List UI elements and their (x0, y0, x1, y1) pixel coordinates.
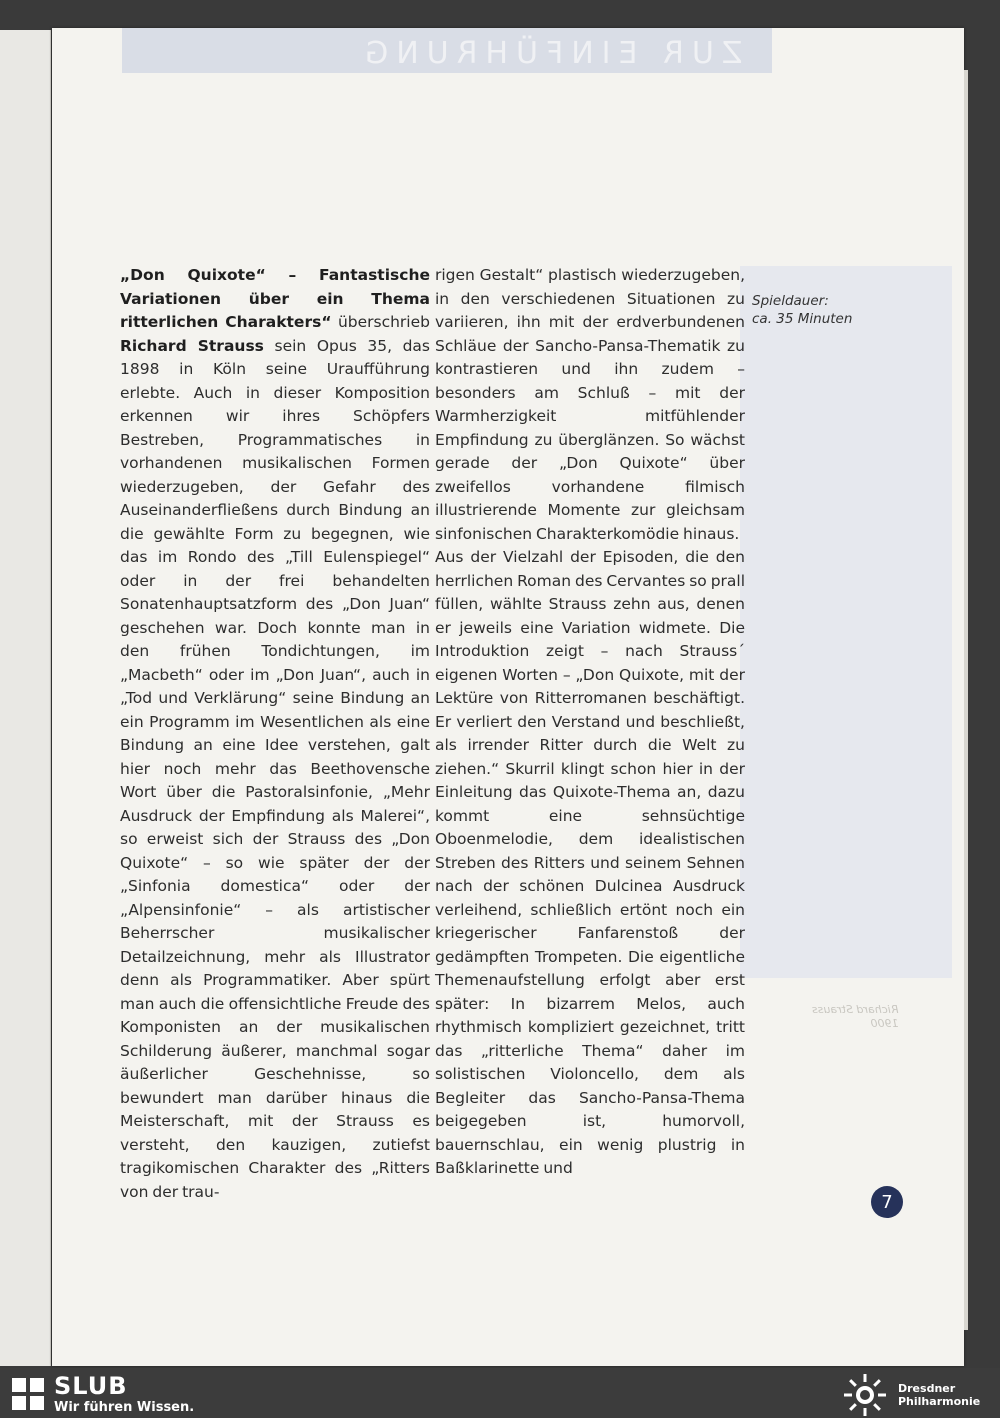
caption-line-1: Richard Strauss (812, 1003, 899, 1016)
paragraph-episodes: Aus der Vielzahl der Episoden, die den herrlichen Roman des Cervantes so prall füllen, wählte Strauss zehn aus, denen er jeweils eine Variation widmete. Die Introduktion zeigt – nach Strauss´ eigenen Worten – „Don Quixote, mit der Lektüre von Ritterromanen beschäftigt. Er verliert den Verstand und beschließt, als irrender Ritter durch die Welt zu ziehen.“ Skurril klingt schon hier in der Einleitung das Quixote-Thema an, dazu kommt eine sehnsüchtige Oboenmelodie, dem idealistischen Streben des Ritters und seinem Sehnen nach der schönen Dulcinea Ausdruck verleihend, schließlich ertönt noch ein kriegerischer Fanfarenstoß der gedämpften Trompeten. Die eigentliche Themenaufstellung erfolgt aber erst später: In bizarrem Melos, auch rhythmisch kompliziert gezeichnet, tritt das „ritterliche Thema“ daher im solistischen Violoncello, dem als Begleiter das Sancho-Pansa-Thema beigegeben ist, humorvoll, bauernschlau, ein wenig plustrig in Baßklarinette und (435, 548, 746, 1177)
page-number-badge: 7 (871, 1186, 903, 1218)
text-column-right (435, 264, 745, 1181)
lead-text: überschrieb (331, 313, 430, 331)
sidebar-band (740, 266, 952, 978)
text-column-left (120, 264, 430, 1204)
dresdner-philharmonie-name (898, 1382, 998, 1408)
playtime-value: ca. 35 Minuten (752, 311, 853, 327)
article-title: „Don Quixote“ – Fantastische Variationen über ein Thema ritterlichen Charakters“ (120, 266, 430, 331)
composer-name: Richard Strauss (120, 336, 264, 355)
left-body-text: sein Opus 35, das 1898 in Köln seine Uraufführung erlebte. Auch in dieser Komposition erkennen wir ihres Schöpfers Bestreben, Programmatisches in vorhandenen musikalischen Formen wiederzugeben, der Gefahr des Auseinanderfließens durch Bindung an die gewählte Form zu begegnen, wie das im Rondo des „Till Eulenspiegel“ oder in der frei behandelten Sonatenhauptsatzform des „Don Juan“ geschehen war. Doch konnte man in den frühen Tondichtungen, im „Macbeth“ oder im „Don Juan“, auch in „Tod und Verklärung“ seine Bindung an ein Programm im Wesentlichen als eine Bindung an eine Idee verstehen, galt hier noch mehr das Beethovensche Wort über die Pastoralsinfonie, „Mehr Ausdruck der Empfindung als Malerei“, so erweist sich der Strauss des „Don Quixote“ – so wie später der der „Sinfonia domestica“ oder der „Alpensinfonie“ – als artistischer Beherrscher musikalischer Detailzeichnung, mehr als Illustrator denn als Programmatiker. Aber spürt man auch die offensichtliche Freude des Komponisten an der musikalischen Schilderung äußerer, manchmal sogar äußerlicher Geschehnisse, so bewundert man darüber hinaus die Meisterschaft, mit der Strauss es versteht, den kauzigen, zutiefst tragikomischen Charakter des „Ritters von der trau- (120, 336, 431, 1201)
dp-name-line-2: Philharmonie (898, 1395, 981, 1408)
slub-tagline: Wir führen Wissen. (54, 1400, 195, 1415)
dresdner-philharmonie-logo-icon (842, 1372, 888, 1418)
paragraph-continued: rigen Gestalt“ plastisch wiederzugeben, in den verschiedenen Situationen zu variieren, ihn mit der erdverbundenen Schläue der Sancho-Pansa-Thematik zu kontrastieren und ihn zudem – besonders am Schluß – mit der Warmherzigkeit mitfühlender Empfindung zu überglänzen. So wächst gerade der „Don Quixote“ über zweifellos vorhandene filmisch illustrierende Momente zur gleichsam sinfonischen Charakterkomödie hinaus. (435, 266, 745, 543)
paragraph (120, 264, 430, 1204)
right-page-edge (964, 70, 968, 1330)
header-band (122, 28, 772, 73)
slub-logo-icon (10, 1376, 46, 1412)
image-caption (812, 1003, 898, 1031)
caption-line-2: 1900 (870, 1017, 899, 1030)
dp-name-line-1: Dresdner (898, 1382, 956, 1395)
running-title: ZUR EINFÜHRUNG (356, 36, 742, 71)
brochure-page (52, 28, 964, 1366)
left-page-edge (0, 30, 51, 1366)
playtime-note (752, 292, 902, 328)
playtime-label: Spieldauer: (752, 293, 829, 309)
slub-name: SLUB (54, 1372, 128, 1400)
